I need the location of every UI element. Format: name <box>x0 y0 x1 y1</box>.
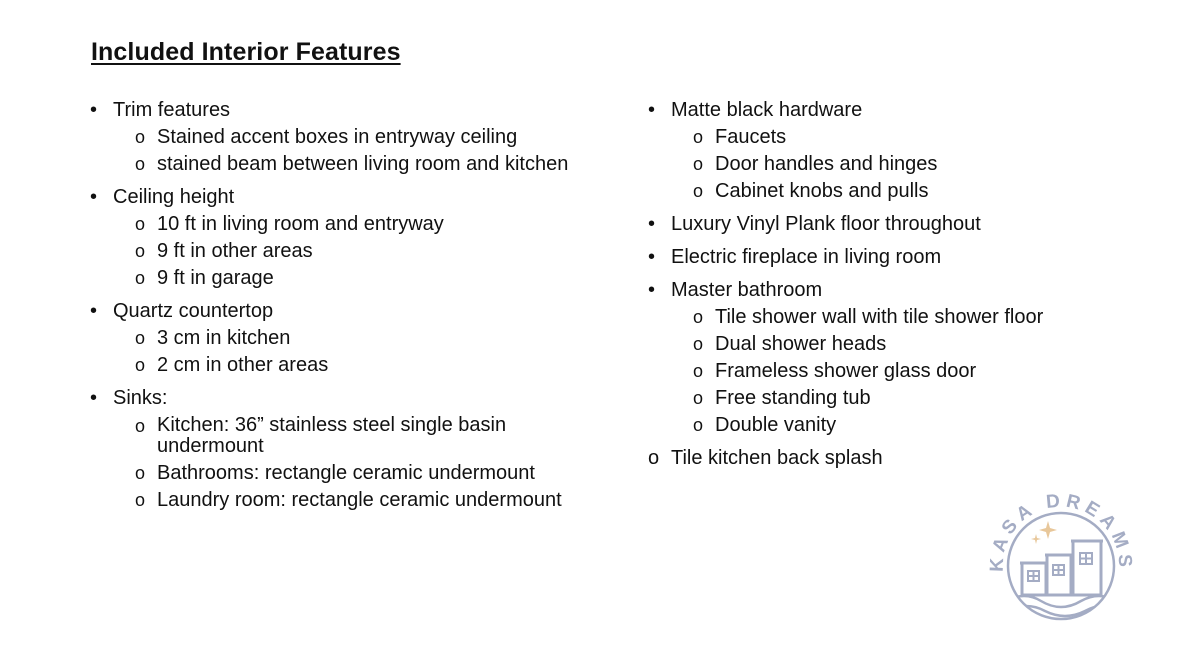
feature-label: Tile kitchen back splash <box>671 447 883 469</box>
feature-item <box>648 277 1118 439</box>
feature-item <box>90 97 620 178</box>
sub-item: 3 cm in kitchen <box>157 327 291 349</box>
sub-bullet-marker: o <box>648 447 660 469</box>
bullet-marker: • <box>648 99 656 121</box>
feature-label: Matte black hardware <box>671 99 863 121</box>
sub-item: Laundry room: rectangle ceramic undermount <box>157 489 562 511</box>
sparkle-icon <box>1031 521 1057 544</box>
sub-list <box>693 304 1118 439</box>
feature-item <box>648 445 1118 472</box>
sub-bullet-marker: o <box>135 463 146 483</box>
sub-list <box>135 325 620 379</box>
feature-item <box>648 211 1118 238</box>
sub-bullet-marker: o <box>135 416 146 436</box>
bullet-marker: • <box>90 186 98 208</box>
sub-item: Faucets <box>715 126 787 148</box>
sub-item: Frameless shower glass door <box>715 360 977 382</box>
sub-list <box>135 124 620 178</box>
bullet-marker: • <box>648 246 656 268</box>
feature-item <box>648 97 1118 205</box>
sub-item: Kitchen: 36” stainless steel single basin undermount <box>157 414 507 457</box>
sub-bullet-marker: o <box>135 241 146 261</box>
feature-label: Sinks: <box>113 387 168 409</box>
bullet-marker: • <box>90 300 98 322</box>
sub-bullet-marker: o <box>135 127 146 147</box>
sub-bullet-marker: o <box>135 490 146 510</box>
feature-item <box>648 244 1118 271</box>
feature-label: Trim features <box>113 99 231 121</box>
slide-title: Included Interior Features <box>91 38 401 66</box>
sub-bullet-marker: o <box>135 154 146 174</box>
sub-item: Door handles and hinges <box>715 153 938 175</box>
sub-item: Cabinet knobs and pulls <box>715 180 929 202</box>
sub-bullet-marker: o <box>693 334 704 354</box>
sub-bullet-marker: o <box>693 154 704 174</box>
sub-bullet-marker: o <box>693 307 704 327</box>
feature-item <box>90 385 620 514</box>
sub-bullet-marker: o <box>135 214 146 234</box>
sub-bullet-marker: o <box>693 127 704 147</box>
sub-item: Stained accent boxes in entryway ceiling <box>157 126 518 148</box>
sub-item: 9 ft in garage <box>157 267 274 289</box>
sub-list <box>135 412 562 514</box>
sub-list <box>693 124 1118 205</box>
bullet-marker: • <box>90 99 98 121</box>
sub-item: Double vanity <box>715 414 837 436</box>
logo-text: KASA DREAMS <box>986 490 1136 573</box>
feature-label: Ceiling height <box>113 186 235 208</box>
bullet-marker: • <box>648 213 656 235</box>
sub-bullet-marker: o <box>693 415 704 435</box>
sub-item: Free standing tub <box>715 387 871 409</box>
feature-label: Electric fireplace in living room <box>671 246 942 268</box>
feature-item <box>90 298 620 379</box>
right-column <box>648 97 1118 472</box>
sub-item: Tile shower wall with tile shower floor <box>715 306 1044 328</box>
feature-item <box>90 184 620 292</box>
feature-label: Quartz countertop <box>113 300 274 322</box>
left-column <box>90 97 620 514</box>
sub-bullet-marker: o <box>135 328 146 348</box>
sub-item: stained beam between living room and kitchen <box>157 153 569 175</box>
sub-item: 10 ft in living room and entryway <box>157 213 444 235</box>
feature-label: Luxury Vinyl Plank floor throughout <box>671 213 981 235</box>
sub-list <box>135 211 620 292</box>
kasa-dreams-logo <box>985 483 1137 623</box>
sub-bullet-marker: o <box>135 355 146 375</box>
sub-item: 9 ft in other areas <box>157 240 313 262</box>
bullet-marker: • <box>90 387 98 409</box>
sub-item: Bathrooms: rectangle ceramic undermount <box>157 462 535 484</box>
bullet-marker: • <box>648 279 656 301</box>
sub-bullet-marker: o <box>693 181 704 201</box>
sub-item: Dual shower heads <box>715 333 887 355</box>
sub-bullet-marker: o <box>693 361 704 381</box>
sub-bullet-marker: o <box>693 388 704 408</box>
sub-item: 2 cm in other areas <box>157 354 329 376</box>
sub-bullet-marker: o <box>135 268 146 288</box>
feature-label: Master bathroom <box>671 279 823 301</box>
